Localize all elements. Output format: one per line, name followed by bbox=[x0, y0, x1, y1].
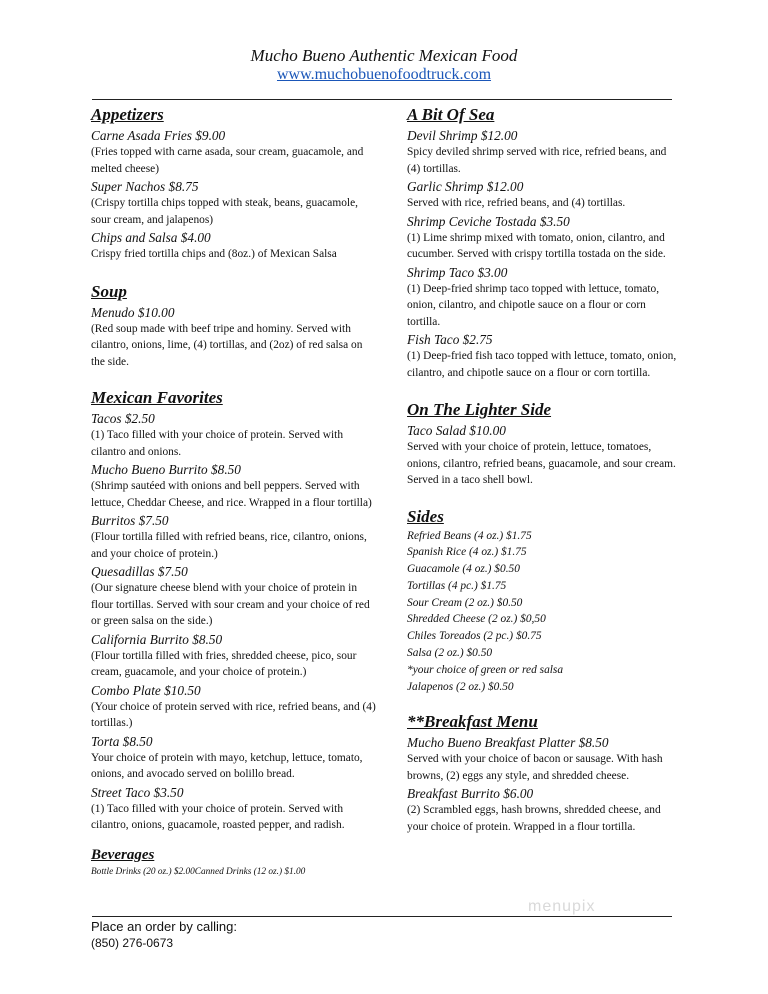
menu-item-desc: Your choice of protein with mayo, ketchup, lettuce, tomato, onions, and avocado served on bolillo bread. bbox=[91, 751, 363, 780]
menu-item-name: Tacos $2.50 bbox=[91, 411, 155, 426]
menu-item-desc: (Flour tortilla filled with fries, shredded cheese, pico, sour cream, guacamole, and your choice of protein.) bbox=[91, 649, 357, 678]
beverages-line: Bottle Drinks (20 oz.) $2.00Canned Drinks (12 oz.) $1.00 bbox=[91, 866, 306, 877]
menu-item-desc: Spicy deviled shrimp served with rice, refried beans, and (4) tortillas. bbox=[407, 146, 667, 175]
menu-item-name: Combo Plate $10.50 bbox=[91, 682, 201, 698]
menu-item-name: Breakfast Burrito $6.00 bbox=[407, 786, 534, 802]
menu-item-name: Menudo $10.00 bbox=[91, 304, 175, 320]
menu-item-desc: Served with rice, refried beans, and (4) tortillas. bbox=[407, 197, 626, 209]
menu-item-name: Taco Salad $10.00 bbox=[407, 423, 506, 438]
menu-item-desc: Served with your choice of protein, lettuce, tomatoes, onions, cilantro, refried beans, guacamole, and sour cream. Served in a taco shell bowl. bbox=[407, 441, 676, 486]
side-item: Chiles Toreados (2 pc.) $0.75 bbox=[407, 630, 542, 643]
watermark: menupix bbox=[528, 898, 596, 915]
menu-item-desc: (Shrimp sautéed with onions and bell peppers. Served with lettuce, Cheddar Cheese, and rice. Wrapped in a flour tortilla) bbox=[91, 480, 372, 509]
section-title: Beverages bbox=[91, 846, 155, 863]
menu-item-name: Quesadillas $7.50 bbox=[91, 564, 188, 579]
menu-item-name: Carne Asada Fries $9.00 bbox=[91, 128, 226, 143]
menu-item-desc: (2) Scrambled eggs, hash browns, shredded cheese, and your choice of protein. Wrapped in a flour tortilla. bbox=[407, 804, 661, 833]
menu-item-name: Burritos $7.50 bbox=[91, 513, 169, 528]
menu-item-desc: (Our signature cheese blend with your choice of protein in flour tortillas. Served with sour cream and your choice of red or green salsa on the side.) bbox=[91, 582, 370, 627]
section-beverages bbox=[91, 846, 376, 879]
side-item: Tortillas (4 pc.) $1.75 bbox=[407, 579, 507, 592]
menu-item-desc: (1) Taco filled with your choice of protein. Served with cilantro, onions, guacamole, roasted pepper, and radish. bbox=[91, 802, 345, 831]
menu-item-desc: (Red soup made with beef tripe and hominy. Served with cilantro, onions, lime, (4) tortillas, and (2oz) of red salsa on the side. bbox=[91, 322, 363, 368]
menu-item-name: Torta $8.50 bbox=[91, 733, 153, 749]
menu-item-name: Mucho Bueno Burrito $8.50 bbox=[91, 462, 241, 477]
menu-item-desc: (1) Deep-fried fish taco topped with lettuce, tomato, onion, cilantro, and chipotle sauce on a flour or corn tortilla. bbox=[407, 350, 677, 379]
bottom-divider bbox=[92, 916, 672, 917]
menu-item-name: California Burrito $8.50 bbox=[91, 631, 223, 647]
section-appetizers bbox=[91, 104, 376, 263]
section-a-bit-of-sea bbox=[407, 104, 677, 381]
footer bbox=[91, 918, 237, 952]
menu-header bbox=[0, 46, 768, 84]
side-item: Shredded Cheese (2 oz.) $0,50 bbox=[407, 613, 546, 626]
section-title: Appetizers bbox=[91, 105, 164, 124]
menu-item-name: Shrimp Ceviche Tostada $3.50 bbox=[407, 213, 570, 229]
menu-item-name: Shrimp Taco $3.00 bbox=[407, 264, 508, 280]
top-divider bbox=[92, 99, 672, 100]
order-prompt: Place an order by calling: bbox=[91, 919, 237, 934]
menu-item-desc: (1) Taco filled with your choice of protein. Served with cilantro and onions. bbox=[91, 429, 344, 458]
menu-item-desc: (Fries topped with carne asada, sour cream, guacamole, and melted cheese) bbox=[91, 146, 364, 175]
section-mexican-favorites bbox=[91, 387, 376, 834]
menu-item-name: Mucho Bueno Breakfast Platter $8.50 bbox=[407, 735, 609, 751]
menu-item-desc: (1) Lime shrimp mixed with tomato, onion, cilantro, and cucumber. Served with crispy tortilla tostada on the side. bbox=[407, 231, 666, 260]
menu-item-desc: (Your choice of protein served with rice, refried beans, and (4) tortillas.) bbox=[91, 700, 376, 729]
section-title: Sides bbox=[407, 506, 444, 526]
side-item: Salsa (2 oz.) $0.50 bbox=[407, 647, 493, 660]
section-breakfast bbox=[407, 711, 677, 835]
section-title: A Bit Of Sea bbox=[407, 105, 495, 124]
side-item: Spanish Rice (4 oz.) $1.75 bbox=[407, 546, 527, 559]
menu-item-name: Devil Shrimp $12.00 bbox=[407, 128, 518, 143]
side-item: Sour Cream (2 oz.) $0.50 bbox=[407, 596, 523, 609]
side-item: Refried Beans (4 oz.) $1.75 bbox=[407, 529, 532, 542]
side-item: Jalapenos (2 oz.) $0.50 bbox=[407, 680, 514, 693]
restaurant-title: Mucho Bueno Authentic Mexican Food bbox=[250, 46, 518, 65]
section-on-the-lighter-side bbox=[407, 399, 677, 489]
menu-item-name: Garlic Shrimp $12.00 bbox=[407, 179, 524, 194]
menu-item-desc: (1) Deep-fried shrimp taco topped with lettuce, tomato, onion, cilantro, and chipotle sauce on a flour or corn tortilla. bbox=[407, 282, 660, 328]
side-item: Guacamole (4 oz.) $0.50 bbox=[407, 563, 520, 576]
menu-item-desc: Served with your choice of bacon or sausage. With hash browns, (2) eggs any style, and shredded cheese. bbox=[407, 753, 663, 782]
section-title: On The Lighter Side bbox=[407, 400, 552, 419]
side-note: *your choice of green or red salsa bbox=[407, 663, 564, 676]
menu-item-name: Street Taco $3.50 bbox=[91, 784, 184, 800]
menu-item-desc: (Crispy tortilla chips topped with steak, beans, guacamole, sour cream, and jalapenos) bbox=[91, 197, 358, 226]
left-column bbox=[91, 104, 376, 879]
menu-item-desc: Crispy fried tortilla chips and (8oz.) of Mexican Salsa bbox=[91, 248, 337, 260]
phone-number[interactable]: (850) 276-0673 bbox=[91, 936, 174, 950]
website-link[interactable]: www.muchobuenofoodtruck.com bbox=[276, 66, 492, 83]
menu-item-name: Super Nachos $8.75 bbox=[91, 179, 199, 194]
section-sides bbox=[407, 506, 677, 696]
section-soup bbox=[91, 281, 376, 371]
menu-item-name: Fish Taco $2.75 bbox=[407, 332, 493, 347]
right-column bbox=[407, 104, 677, 835]
menu-item-name: Chips and Salsa $4.00 bbox=[91, 230, 211, 245]
section-title: Soup bbox=[91, 281, 127, 301]
section-title: Mexican Favorites bbox=[91, 388, 223, 407]
menu-item-desc: (Flour tortilla filled with refried beans, rice, cilantro, onions, and your choice of protein.) bbox=[91, 531, 367, 560]
section-title: **Breakfast Menu bbox=[407, 712, 538, 732]
